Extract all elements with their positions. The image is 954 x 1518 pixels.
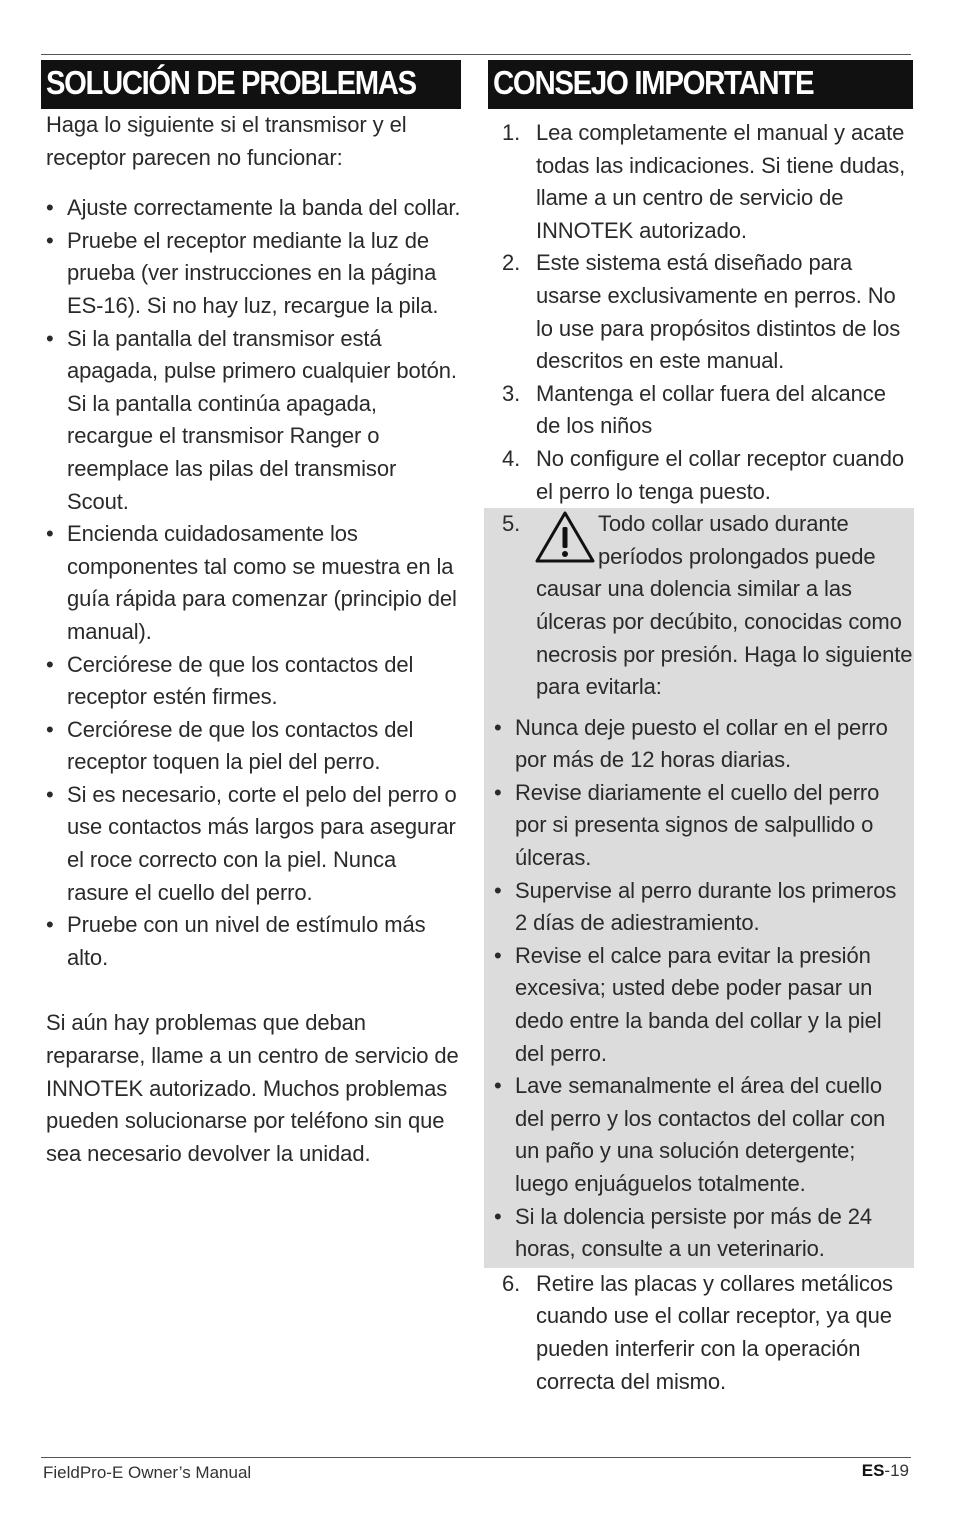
list-item: • Revise diariamente el cuello del perro por si presenta signos de salpullido o úlceras. bbox=[494, 777, 914, 875]
item-text: Retire las placas y collares metálicos cuando use el collar receptor, ya que pueden interferir con la operación correcta del mismo. bbox=[536, 1270, 893, 1394]
warning-box bbox=[484, 508, 914, 1268]
list-item: • Cerciórese de que los contactos del receptor estén firmes. bbox=[46, 649, 461, 714]
item-number: 6. bbox=[502, 1270, 521, 1296]
page-number bbox=[862, 1461, 909, 1481]
list-item: • Encienda cuidadosamente los componentes tal como se muestra en la guía rápida para comenzar (principio del manual). bbox=[46, 518, 461, 648]
warning-triangle-icon bbox=[534, 510, 596, 564]
warning-list bbox=[484, 712, 914, 1266]
list-item: • Nunca deje puesto el collar en el perro por más de 12 horas diarias. bbox=[494, 712, 914, 777]
list-item: • Si es necesario, corte el pelo del perro o use contactos más largos para asegurar el roce correcto con la piel. Nunca rasure el cuello del perro. bbox=[46, 779, 461, 909]
item-text: No configure el collar receptor cuando el perro lo tenga puesto. bbox=[536, 445, 904, 504]
troubleshooting-intro: Haga lo siguiente si el transmisor y el receptor parecen no funcionar: bbox=[46, 112, 407, 170]
list-item: • Revise el calce para evitar la presión excesiva; usted debe poder pasar un dedo entre la banda del collar y la piel del perro. bbox=[494, 940, 914, 1070]
item-number: 5. bbox=[502, 511, 521, 537]
manual-title: FieldPro-E Owner’s Manual bbox=[43, 1463, 252, 1482]
list-item bbox=[488, 117, 913, 247]
list-item: • Lave semanalmente el área del cuello del perro y los contactos del collar con un paño y una solución detergente; luego enjuáguelos totalmente. bbox=[494, 1070, 914, 1200]
troubleshooting-list bbox=[41, 192, 461, 974]
list-item: • Pruebe con un nivel de estímulo más alto. bbox=[46, 909, 461, 974]
item-text: Lea completamente el manual y acate todas las indicaciones. Si tiene dudas, llame a un centro de servicio de INNOTEK autorizado. bbox=[536, 120, 906, 243]
item-text: Este sistema está diseñado para usarse exclusivamente en perros. No lo use para propósitos distintos de los descritos en este manual. bbox=[536, 250, 901, 374]
list-item: • Cerciórese de que los contactos del receptor toquen la piel del perro. bbox=[46, 714, 461, 779]
item-text: Mantenga el collar fuera del alcance de los niños bbox=[536, 380, 886, 439]
important-advice-heading: CONSEJO IMPORTANTE bbox=[488, 60, 913, 109]
item-number: 2. bbox=[502, 250, 521, 276]
bottom-rule bbox=[41, 1457, 911, 1458]
advice-list-continued bbox=[488, 1268, 913, 1398]
advice-list bbox=[488, 117, 913, 508]
troubleshooting-column bbox=[41, 60, 461, 1170]
top-rule bbox=[41, 54, 911, 55]
warning-text: Todo collar usado durante períodos prolongados puede causar una dolencia similar a las úlceras por decúbito, conocidas como necrosis por presión. Haga lo siguiente para evitarla: bbox=[536, 511, 913, 700]
list-item bbox=[488, 378, 913, 443]
list-item: • Si la dolencia persiste por más de 24 horas, consulte a un veterinario. bbox=[494, 1201, 914, 1266]
troubleshooting-closing: Si aún hay problemas que deban repararse, llame a un centro de servicio de INNOTEK autorizado. Muchos problemas pueden solucionarse por teléfono sin que sea necesario devolver la unidad. bbox=[46, 1010, 459, 1166]
page-suffix: -19 bbox=[884, 1461, 909, 1480]
language-code: ES bbox=[861, 1461, 885, 1480]
item-number: 4. bbox=[502, 445, 521, 471]
list-item bbox=[488, 247, 913, 377]
list-item: • Ajuste correctamente la banda del collar. bbox=[46, 192, 461, 225]
important-advice-column bbox=[488, 60, 913, 1398]
item-number: 1. bbox=[502, 120, 521, 145]
list-item: • Supervise al perro durante los primeros 2 días de adiestramiento. bbox=[494, 875, 914, 940]
list-item bbox=[488, 1268, 913, 1398]
list-item: • Pruebe el receptor mediante la luz de prueba (ver instrucciones en la página ES-16). Si no hay luz, recargue la pila. bbox=[46, 225, 461, 323]
item-number: 3. bbox=[502, 380, 521, 406]
warning-item bbox=[484, 508, 914, 704]
list-item: • Si la pantalla del transmisor está apagada, pulse primero cualquier botón. Si la pantalla continúa apagada, recargue el transmisor Ranger o reemplace las pilas del transmisor Scout. bbox=[46, 323, 461, 519]
troubleshooting-heading: SOLUCIÓN DE PROBLEMAS bbox=[41, 60, 461, 109]
list-item bbox=[488, 443, 913, 508]
